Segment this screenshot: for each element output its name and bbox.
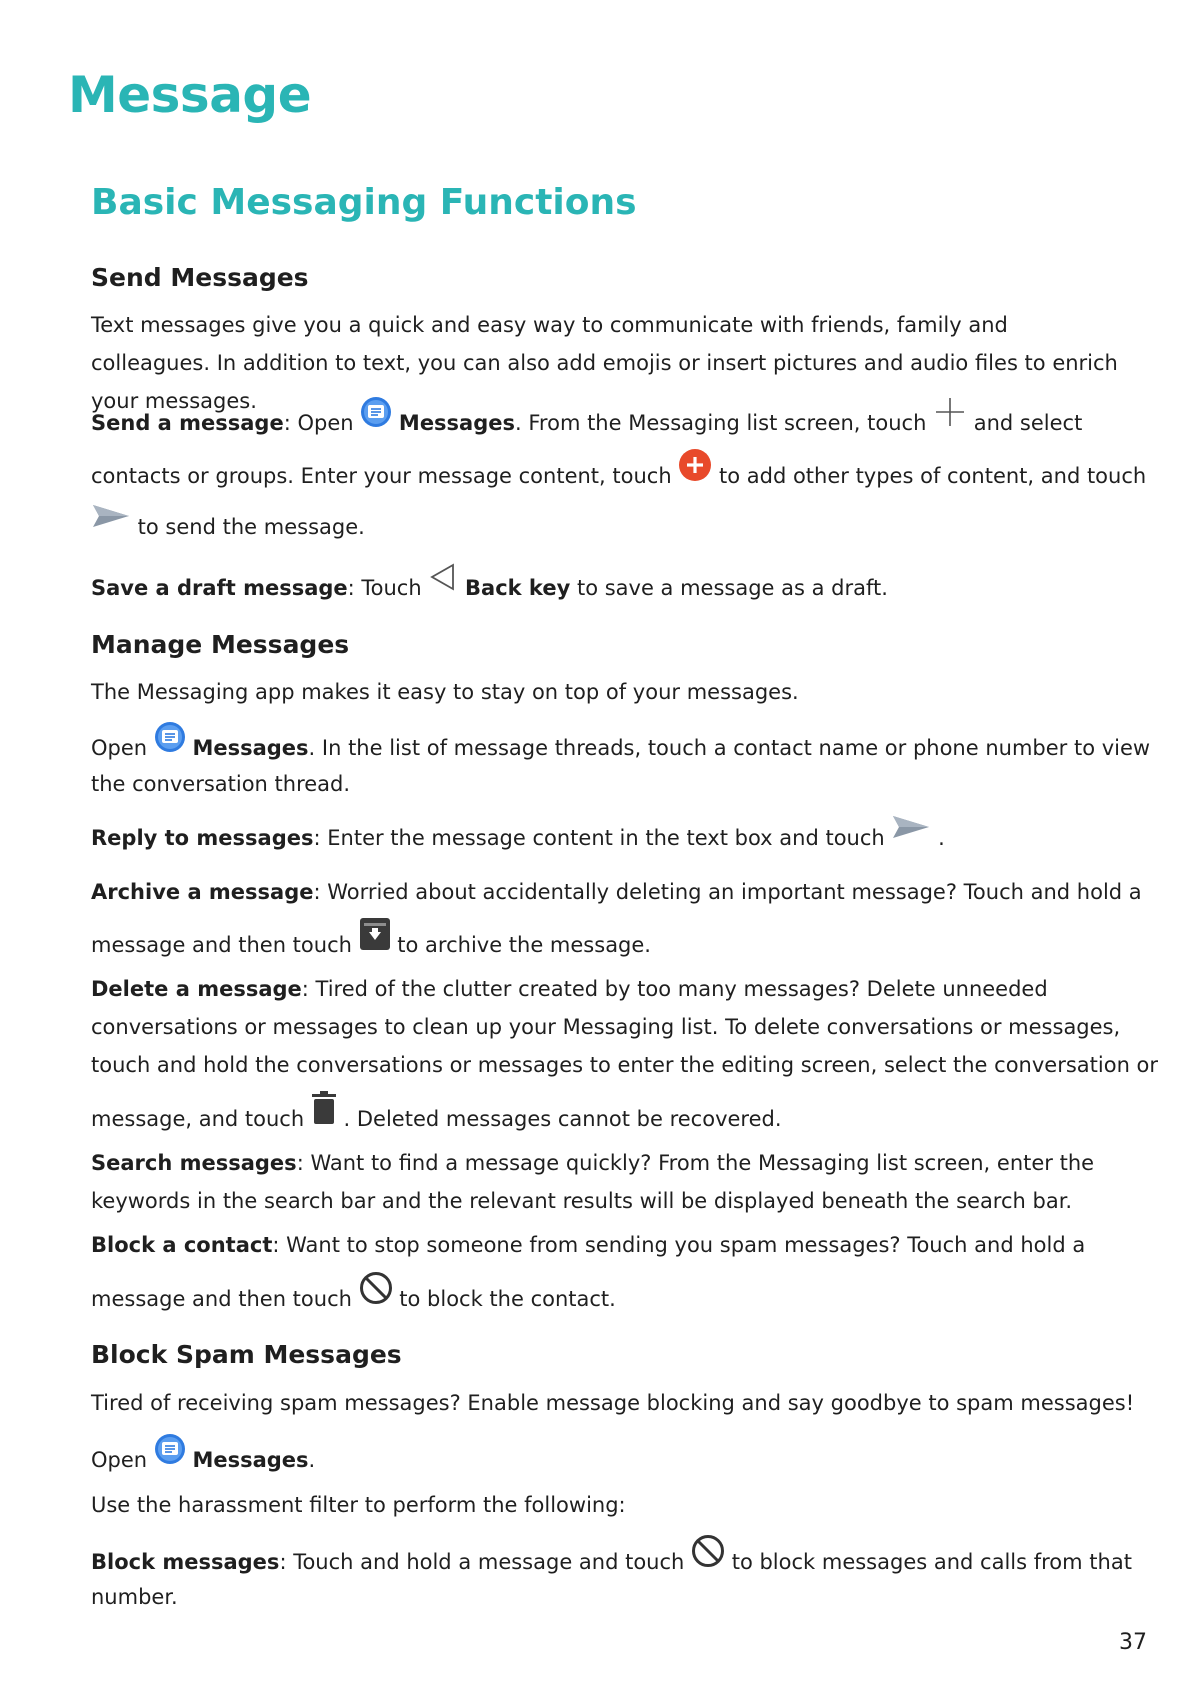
text: to send the message. [131,515,365,539]
search-label: Search messages [91,1151,297,1175]
send-icon [891,812,931,854]
back-key-label: Back key [465,576,571,600]
reply-line [91,818,945,860]
send-intro: Text messages give you a quick and easy way to communicate with friends, family and colleagues. In addition to text, you can also add emojis or insert pictures and audio files to enrich your messages. [91,313,1118,413]
text: to save a message as a draft. [570,576,888,600]
archive-label: Archive a message [91,880,314,904]
delete-line-3: touch and hold the conversations or messages to enter the editing screen, select the conversation or [91,1053,1159,1077]
delete-line-2: conversations or messages to clean up your Messaging list. To delete conversations or messages, [91,1015,1121,1039]
plus-icon [933,395,967,441]
block-contact-line-2 [91,1277,616,1323]
text: : Enter the message content in the text box and touch [313,826,892,850]
messages-app-icon [154,1433,186,1477]
text: to block messages and calls from that [725,1550,1132,1574]
block-messages-line-2: number. [91,1585,178,1609]
block-contact-line-1 [91,1226,1085,1264]
archive-line-1 [91,873,1142,911]
reply-label: Reply to messages [91,826,314,850]
draft-label: Save a draft message [91,576,348,600]
send-message-line-3 [91,507,365,549]
text: to add other types of content, and touch [712,464,1147,488]
block-messages-label: Block messages [91,1550,280,1574]
text: Open [91,736,154,760]
text: : Open [283,411,361,435]
app-name: Messages [192,736,309,760]
send-icon [91,501,131,543]
text: Open [91,1448,154,1472]
send-message-line-2 [91,454,1146,500]
text: contacts or groups. Enter your message content, touch [91,464,679,488]
archive-icon [359,917,391,963]
send-message-line-1 [91,401,1082,447]
text: . From the Messaging list screen, touch [515,411,934,435]
manage-messages-heading: Manage Messages [91,630,350,659]
text: . In the list of message threads, touch a contact name or phone number to view [308,736,1151,760]
spam-open-line [91,1439,315,1483]
text: message and then touch [91,1287,359,1311]
text: . [308,1448,316,1472]
text: . Deleted messages cannot be recovered. [336,1107,782,1131]
page-number: 37 [1119,1630,1147,1655]
block-icon [359,1271,393,1317]
delete-line-4 [91,1097,782,1143]
text: message and then touch [91,933,359,957]
text: to archive the message. [390,933,651,957]
block-icon [691,1534,725,1580]
manage-intro: The Messaging app makes it easy to stay on top of your messages. [91,680,799,704]
text: to block the contact. [392,1287,616,1311]
text: : Touch and hold a message and touch [279,1550,692,1574]
messages-app-icon [360,396,392,440]
delete-label: Delete a message [91,977,302,1001]
block-contact-label: Block a contact [91,1233,273,1257]
search-line-2: keywords in the search bar and the relevant results will be displayed beneath the search bar. [91,1189,1073,1213]
back-key-icon [428,562,458,604]
text: message, and touch [91,1107,311,1131]
send-label: Send a message [91,411,284,435]
section-title: Basic Messaging Functions [91,182,637,223]
save-draft-line [91,568,888,610]
send-messages-heading: Send Messages [91,263,309,292]
trash-icon [311,1091,337,1137]
add-content-icon [678,448,712,494]
app-name: Messages [192,1448,309,1472]
block-spam-heading: Block Spam Messages [91,1340,402,1369]
messages-app-icon [154,721,186,765]
text: . [931,826,945,850]
manage-open-line-2: the conversation thread. [91,772,351,796]
delete-line-1 [91,970,1048,1008]
text: : Tired of the clutter created by too many messages? Delete unneeded [301,977,1048,1001]
archive-line-2 [91,923,651,969]
page-title: Message [68,66,312,124]
spam-intro: Tired of receiving spam messages? Enable message blocking and say goodbye to spam messages! [91,1391,1135,1415]
text: : Worried about accidentally deleting an important message? Touch and hold a [313,880,1142,904]
text: : Want to find a message quickly? From the Messaging list screen, enter the [296,1151,1095,1175]
text: : Want to stop someone from sending you spam messages? Touch and hold a [272,1233,1086,1257]
text: and select [967,411,1083,435]
filter-line: Use the harassment filter to perform the following: [91,1493,626,1517]
app-name: Messages [398,411,516,435]
text: : Touch [347,576,429,600]
search-line-1 [91,1144,1094,1182]
block-messages-line-1 [91,1540,1132,1586]
